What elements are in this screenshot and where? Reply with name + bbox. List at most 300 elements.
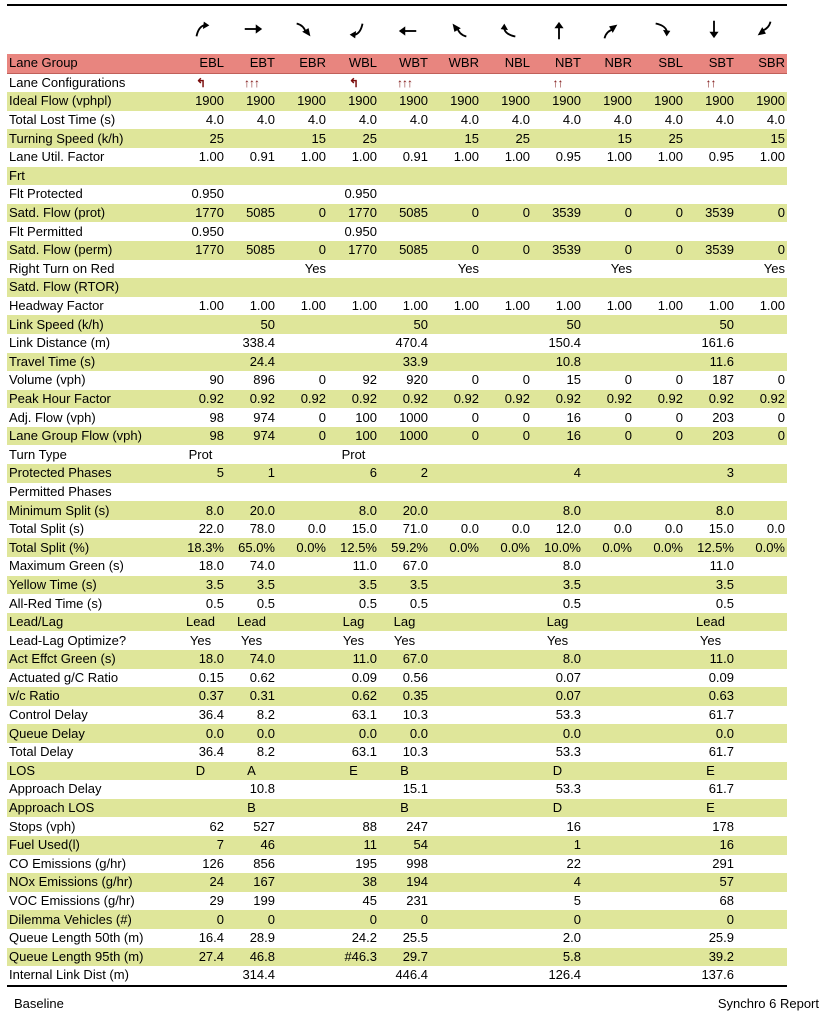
row-label: LOS (7, 762, 175, 781)
table-cell (277, 743, 328, 762)
table-cell: 0.0% (430, 538, 481, 557)
table-cell: 0 (430, 241, 481, 260)
row-label: Link Speed (k/h) (7, 315, 175, 334)
table-cell: 0 (675, 409, 683, 425)
table-cell (736, 817, 787, 836)
table-cell: 15 (566, 372, 581, 388)
table-cell (583, 613, 634, 632)
table-cell: 50 (532, 315, 583, 334)
table-row (7, 353, 787, 372)
table-cell (736, 185, 787, 204)
table-cell: 0 (277, 241, 328, 260)
table-cell (532, 483, 583, 502)
table-cell: 24 (175, 873, 226, 892)
table-cell: 3539 (532, 204, 583, 223)
table-cell: 0.09 (708, 669, 734, 685)
table-cell (430, 483, 481, 502)
table-cell: 137.6 (701, 967, 734, 983)
table-cell: 0.0 (379, 724, 430, 743)
table-cell: 0.07 (555, 669, 581, 685)
table-cell: 0.0% (634, 538, 685, 557)
table-cell (277, 185, 328, 204)
table-cell (481, 445, 532, 464)
table-cell (634, 445, 685, 464)
table-cell (736, 278, 787, 297)
table-cell: 25 (481, 129, 532, 148)
table-cell (328, 167, 379, 186)
table-row (7, 836, 787, 855)
row-label: Approach LOS (7, 799, 175, 818)
row-label: Lane Util. Factor (9, 149, 105, 165)
table-cell: 0.0% (583, 538, 634, 557)
table-cell: 61.7 (708, 781, 734, 797)
table-cell (736, 613, 787, 632)
table-cell: 12.5% (685, 538, 736, 557)
table-cell: 25 (175, 129, 226, 148)
table-cell: 1.00 (504, 149, 530, 165)
table-cell (379, 222, 430, 241)
table-cell: 1.00 (759, 298, 785, 314)
table-cell: 0 (583, 204, 634, 223)
table-cell (634, 799, 685, 818)
table-cell: 16 (532, 427, 583, 446)
table-cell: D (532, 762, 583, 781)
table-cell (481, 185, 532, 204)
table-row (7, 892, 787, 911)
table-row (7, 780, 787, 799)
table-row (7, 260, 787, 279)
table-cell: 0.07 (532, 687, 583, 706)
table-cell: 126 (202, 855, 224, 871)
table-cell: 11.0 (352, 558, 377, 574)
table-cell (736, 873, 787, 892)
table-cell (481, 687, 532, 706)
table-cell (481, 762, 532, 781)
row-label: Flt Permitted (9, 223, 83, 239)
table-cell (430, 613, 481, 632)
table-cell (736, 687, 787, 706)
row-label: Satd. Flow (perm) (7, 241, 175, 260)
table-cell (736, 353, 787, 372)
column-header: SBR (736, 54, 787, 73)
table-cell: 15.0 (351, 521, 377, 537)
table-cell (736, 501, 787, 520)
table-cell (481, 334, 532, 353)
table-cell: 39.2 (685, 948, 736, 967)
movement-arrows-row (7, 10, 787, 50)
table-row (7, 910, 787, 929)
table-row (7, 762, 787, 781)
table-cell (277, 780, 328, 799)
table-cell: 29 (209, 893, 224, 909)
row-label: VOC Emissions (g/hr) (9, 893, 135, 909)
through-icon (701, 18, 725, 42)
table-cell (736, 892, 787, 911)
table-cell (430, 222, 481, 241)
table-cell: 0.92 (277, 390, 328, 409)
row-label: Lead/Lag (7, 613, 175, 632)
table-cell (634, 762, 685, 781)
table-cell: 50 (379, 315, 430, 334)
table-cell: 0 (736, 241, 787, 260)
table-cell: 0.92 (226, 390, 277, 409)
table-cell: 53.3 (555, 781, 581, 797)
table-cell: 1900 (685, 92, 736, 111)
table-cell: 3.5 (226, 576, 277, 595)
table-cell (634, 817, 685, 836)
through-icon (242, 18, 266, 42)
table-cell: 20.0 (226, 501, 277, 520)
table-cell: 5085 (226, 204, 277, 223)
table-row (7, 390, 787, 409)
table-row (7, 948, 787, 967)
table-cell (430, 669, 481, 688)
table-cell (430, 743, 481, 762)
table-cell (736, 167, 787, 186)
table-cell (583, 576, 634, 595)
table-cell: 0.0 (307, 521, 326, 537)
table-cell (634, 687, 685, 706)
table-cell: Yes (699, 632, 722, 648)
table-cell: 1.00 (402, 298, 428, 314)
table-cell: 3539 (685, 204, 736, 223)
table-cell: 1900 (379, 92, 430, 111)
table-cell: 4.0 (460, 112, 479, 128)
table-cell: 0.0 (328, 724, 379, 743)
table-cell: 0 (481, 427, 532, 446)
table-cell: 38 (328, 873, 379, 892)
table-cell: 11.0 (709, 558, 734, 574)
table-cell (328, 260, 379, 279)
left-turn-icon (650, 18, 674, 42)
table-cell (583, 631, 634, 650)
table-cell (430, 445, 481, 464)
table-cell: 100 (328, 427, 379, 446)
table-cell: 18.3% (175, 538, 226, 557)
table-cell: 1.00 (657, 149, 683, 165)
row-label: Total Split (%) (7, 538, 175, 557)
table-cell: 0 (736, 427, 787, 446)
table-cell (532, 445, 583, 464)
row-label: Turning Speed (k/h) (7, 129, 175, 148)
table-cell: 0.5 (409, 595, 428, 611)
table-row (7, 929, 787, 948)
table-cell: 68 (719, 893, 734, 909)
lane-config-cell: ↑↑↑ (244, 75, 259, 90)
row-label: Stops (vph) (9, 818, 76, 834)
table-cell (328, 780, 379, 799)
left-turn-icon (344, 18, 368, 42)
row-label: Queue Length 50th (m) (9, 930, 144, 946)
table-cell: Yes (304, 260, 326, 276)
table-cell: 1900 (736, 92, 787, 111)
table-cell: 0 (277, 427, 328, 446)
table-cell (430, 966, 481, 985)
row-label: Act Effct Green (s) (7, 650, 175, 669)
table-cell: 0.950 (344, 223, 377, 239)
table-cell: 50 (226, 315, 277, 334)
table-cell: Yes (610, 260, 632, 276)
table-cell: 527 (253, 818, 275, 834)
table-cell (481, 501, 532, 520)
table-cell (277, 799, 328, 818)
table-cell: 0.950 (191, 223, 224, 239)
table-cell (481, 315, 532, 334)
table-cell: 3539 (532, 241, 583, 260)
table-cell: 0.92 (634, 390, 685, 409)
table-cell: Lag (532, 613, 583, 632)
row-label: Peak Hour Factor (7, 390, 175, 409)
table-cell (481, 929, 532, 948)
table-cell (583, 315, 634, 334)
table-cell (175, 260, 226, 279)
table-cell: 0 (675, 372, 683, 388)
table-cell (583, 185, 634, 204)
table-row (7, 594, 787, 613)
table-cell: 1900 (583, 92, 634, 111)
table-cell (583, 278, 634, 297)
table-cell (277, 445, 328, 464)
table-cell (634, 557, 685, 576)
table-cell: 8.0 (532, 650, 583, 669)
table-cell: 0.5 (562, 595, 581, 611)
table-cell: 10.3 (402, 744, 428, 760)
table-row (7, 167, 787, 186)
table-cell: 0.92 (532, 390, 583, 409)
table-cell (430, 892, 481, 911)
lane-config-row (7, 73, 787, 92)
table-cell (583, 445, 634, 464)
table-cell: 8.0 (328, 501, 379, 520)
table-cell: 0 (634, 427, 685, 446)
table-cell: 1000 (399, 409, 428, 425)
table-cell (430, 910, 481, 929)
table-cell: 0.62 (249, 669, 275, 685)
table-cell: 1.00 (198, 149, 224, 165)
table-cell: 0.91 (249, 149, 275, 165)
table-cell (277, 855, 328, 874)
table-cell: 16.4 (198, 930, 224, 946)
table-cell: 5.8 (532, 948, 583, 967)
table-cell (583, 724, 634, 743)
column-header: NBL (481, 54, 532, 73)
table-cell (634, 594, 685, 613)
table-cell: 0.5 (256, 595, 275, 611)
table-cell: 1770 (328, 241, 379, 260)
table-cell: 63.1 (351, 744, 377, 760)
table-cell (685, 167, 736, 186)
table-cell: 0.0 (766, 521, 785, 537)
table-cell: 1.00 (606, 149, 632, 165)
table-cell: 0 (634, 241, 685, 260)
table-cell (277, 706, 328, 725)
lane-config-cell: ↑↑↑ (397, 75, 412, 90)
table-cell: B (379, 762, 430, 781)
table-cell (634, 483, 685, 502)
table-cell: 1.00 (351, 298, 377, 314)
table-cell: 25.5 (402, 930, 428, 946)
table-cell: 1900 (175, 92, 226, 111)
table-cell (481, 650, 532, 669)
table-cell (277, 669, 328, 688)
table-cell (685, 483, 736, 502)
table-cell (481, 631, 532, 650)
table-cell: 24.2 (351, 930, 377, 946)
table-cell: 1770 (175, 241, 226, 260)
row-label: Travel Time (s) (7, 353, 175, 372)
table-cell: 0.09 (351, 669, 377, 685)
table-cell (328, 799, 379, 818)
table-cell (430, 948, 481, 967)
table-cell: 0.35 (379, 687, 430, 706)
table-cell (175, 966, 226, 985)
table-cell: 1 (532, 836, 583, 855)
table-cell (634, 631, 685, 650)
table-cell (481, 464, 532, 483)
table-cell: 5085 (226, 241, 277, 260)
table-cell (634, 892, 685, 911)
table-cell: 0 (634, 204, 685, 223)
table-cell (175, 799, 226, 818)
table-cell (277, 910, 328, 929)
table-cell: 231 (406, 893, 428, 909)
row-label: Fuel Used(l) (7, 836, 175, 855)
left-turn-icon (191, 18, 215, 42)
table-cell (583, 222, 634, 241)
table-cell (430, 594, 481, 613)
table-cell: 1900 (277, 92, 328, 111)
table-cell (175, 483, 226, 502)
table-cell: 54 (379, 836, 430, 855)
table-cell: 0.92 (328, 390, 379, 409)
table-row (7, 501, 787, 520)
table-cell (277, 650, 328, 669)
row-label: Link Distance (m) (9, 335, 111, 351)
table-cell: 53.3 (555, 744, 581, 760)
table-cell: 65.0% (226, 538, 277, 557)
table-cell: 199 (253, 893, 275, 909)
table-cell: 0.95 (708, 149, 734, 165)
table-cell (634, 966, 685, 985)
table-cell (430, 724, 481, 743)
table-cell (481, 892, 532, 911)
table-cell: 90 (209, 372, 224, 388)
table-row (7, 111, 787, 130)
table-row (7, 278, 787, 297)
bottom-rule (7, 985, 787, 987)
table-cell (277, 817, 328, 836)
footer-left: Baseline (14, 996, 64, 1011)
table-cell (277, 353, 328, 372)
table-row (7, 520, 787, 539)
table-cell: 4.0 (613, 112, 632, 128)
table-cell (736, 631, 787, 650)
lane-group-table (7, 54, 787, 985)
table-cell (277, 631, 328, 650)
table-cell: 0 (624, 372, 632, 388)
table-row (7, 92, 787, 111)
table-cell (226, 222, 277, 241)
table-cell: 0.0 (664, 521, 683, 537)
table-cell: 0 (685, 910, 736, 929)
table-cell (583, 929, 634, 948)
table-cell: 0.0 (685, 724, 736, 743)
table-cell (736, 576, 787, 595)
table-cell: 22.0 (198, 521, 224, 537)
table-cell: 67.0 (379, 650, 430, 669)
table-cell: 1900 (226, 92, 277, 111)
table-cell: 0 (522, 372, 530, 388)
table-cell: 0.0% (481, 538, 532, 557)
lane-config-cell (583, 73, 634, 92)
table-cell (226, 483, 277, 502)
table-cell: 4.0 (256, 112, 275, 128)
row-label: Total Delay (9, 744, 74, 760)
table-cell: 12.0 (555, 521, 581, 537)
table-cell: 1000 (379, 427, 430, 446)
header-label: Lane Group (7, 54, 175, 73)
table-row (7, 576, 787, 595)
table-cell: 0.56 (402, 669, 428, 685)
column-header: NBR (583, 54, 634, 73)
table-cell: 8.2 (256, 707, 275, 723)
table-cell: 187 (712, 372, 734, 388)
table-cell (736, 910, 787, 929)
column-header: SBL (634, 54, 685, 73)
table-cell: 1.00 (759, 149, 785, 165)
table-cell: 3.5 (379, 576, 430, 595)
table-cell: 178 (712, 818, 734, 834)
table-cell (430, 631, 481, 650)
table-cell: 0.5 (715, 595, 734, 611)
table-cell: 203 (685, 427, 736, 446)
table-cell (277, 576, 328, 595)
table-cell (481, 260, 532, 279)
table-cell (277, 594, 328, 613)
table-cell (328, 483, 379, 502)
table-cell: 0.0 (226, 724, 277, 743)
table-cell: 16 (566, 409, 581, 425)
table-cell: 8.0 (685, 501, 736, 520)
row-label: Approach Delay (9, 781, 102, 797)
table-cell (736, 780, 787, 799)
table-row (7, 129, 787, 148)
table-cell (583, 892, 634, 911)
table-cell: 5 (175, 464, 226, 483)
table-cell (736, 966, 787, 985)
table-cell (430, 762, 481, 781)
table-cell (634, 836, 685, 855)
table-cell (481, 817, 532, 836)
table-cell: 0.31 (226, 687, 277, 706)
table-cell: 0.950 (191, 186, 224, 202)
table-cell: 4 (532, 464, 583, 483)
table-cell: 8.0 (175, 501, 226, 520)
table-cell: 8.0 (532, 501, 583, 520)
table-cell: 4.0 (205, 112, 224, 128)
lane-config-cell (430, 73, 481, 92)
table-cell: 0.0 (532, 724, 583, 743)
table-cell: E (685, 799, 736, 818)
table-cell: 0 (328, 910, 379, 929)
table-cell: 4.0 (307, 112, 326, 128)
table-cell (481, 557, 532, 576)
table-cell: Yes (393, 632, 416, 648)
table-cell (736, 948, 787, 967)
table-cell: 1.00 (504, 298, 530, 314)
table-cell (277, 948, 328, 967)
row-label: Queue Length 95th (m) (7, 948, 175, 967)
